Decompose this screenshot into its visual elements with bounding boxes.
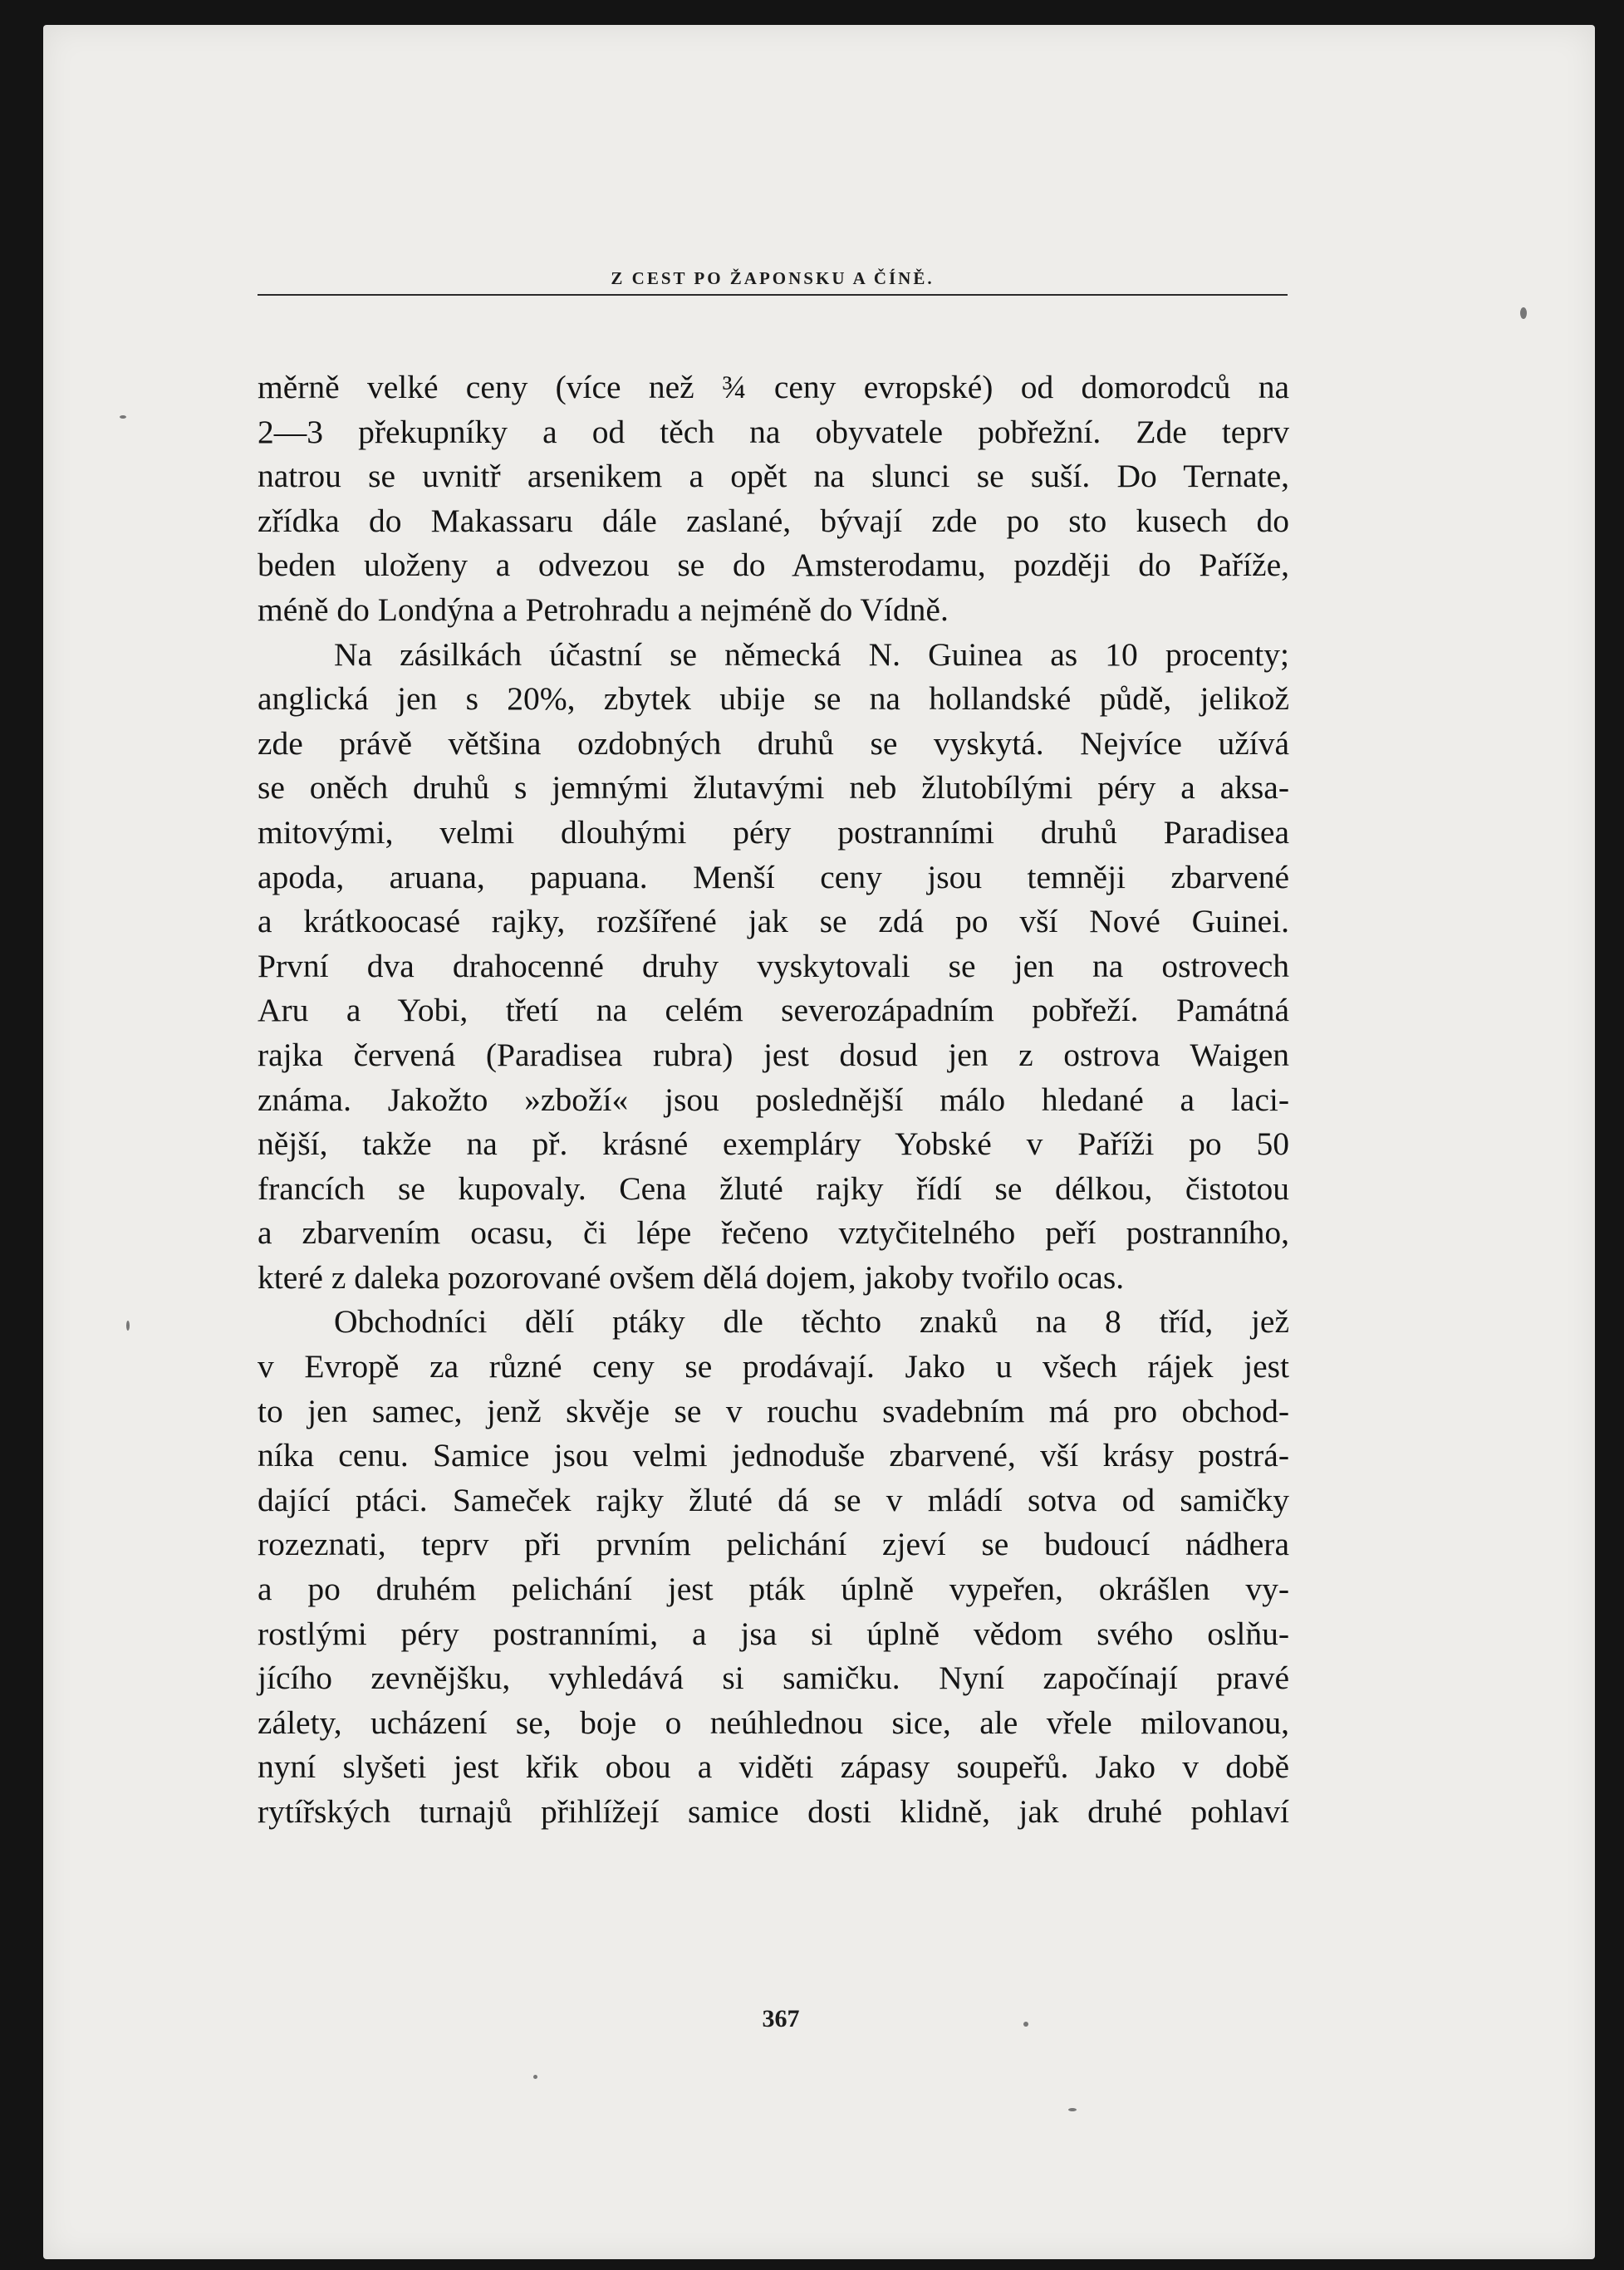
text-line: a krátkoocasé rajky, rozšířené jak se zdá po vší Nové Guinei. (258, 903, 1289, 940)
text-line: rozeznati, teprv při prvním pelichání zjeví se budoucí nádhera (258, 1526, 1289, 1563)
text-line: beden uloženy a odvezou se do Amsterodamu, později do Paříže, (258, 547, 1289, 584)
text-line: apoda, aruana, papuana. Menší ceny jsou temněji zbarvené (258, 858, 1289, 895)
text-line: rostlými péry postranními, a jsa si úplně vědom svého oslňu- (258, 1615, 1289, 1652)
paper-speck (1520, 307, 1527, 319)
text-line: zde právě většina ozdobných druhů se vyskytá. Nejvíce užívá (258, 724, 1289, 762)
text-line: Obchodníci dělí ptáky dle těchto znaků na 8 tříd, jež (334, 1303, 1289, 1341)
text-line: natrou se uvnitř arsenikem a opět na slunci se suší. Do Ternate, (258, 458, 1289, 495)
text-line: a zbarvením ocasu, či lépe řečeno vztyčitelného peří postranního, (258, 1214, 1289, 1252)
text-line: měrně velké ceny (více než ¾ ceny evropské) od domorodců na (258, 369, 1289, 405)
text-line: nyní slyšeti jest křik obou a viděti zápasy soupeřů. Jako v době (258, 1748, 1289, 1786)
text-line: První dva drahocenné druhy vyskytovali se jen na ostrovech (258, 947, 1289, 984)
text-line: Na zásilkách účastní se německá N. Guinea as 10 procenty; (334, 635, 1289, 673)
paper-speck (1068, 2108, 1077, 2111)
text-line: zřídka do Makassaru dále zaslané, bývají zde po sto kusech do (258, 502, 1289, 539)
text-line: známa. Jakožto »zboží« jsou poslednější málo hledané a laci- (258, 1081, 1289, 1118)
text-line: jícího zevnějšku, vyhledává si samičku. Nyní započínají pravé (258, 1660, 1289, 1697)
text-line: zálety, ucházení se, boje o neúhlednou sice, ale vřele milovanou, (258, 1704, 1289, 1741)
text-line: rajka červená (Paradisea rubra) jest dosud jen z ostrova Waigen (258, 1036, 1289, 1073)
paragraph-2 (258, 633, 1289, 1301)
paper-speck (126, 1321, 130, 1331)
text-line: které z daleka pozorované ovšem dělá dojem, jakoby tvořilo ocas. (258, 1258, 1125, 1296)
body-text (258, 365, 1289, 1835)
text-line: Aru a Yobi, třetí na celém severozápadním pobřeží. Památná (258, 992, 1289, 1029)
text-line: nější, takže na př. krásné exempláry Yobské v Paříži po 50 (258, 1125, 1289, 1163)
header-rule (258, 294, 1288, 296)
text-line: dající ptáci. Sameček rajky žluté dá se v mládí sotva od samičky (258, 1481, 1289, 1518)
paper-speck (120, 415, 126, 419)
text-line: 2—3 překupníky a od těch na obyvatele pobřežní. Zde teprv (258, 413, 1289, 450)
paper-speck (533, 2075, 537, 2079)
text-line: to jen samec, jenž skvěje se v rouchu svadebním má pro obchod- (258, 1392, 1289, 1429)
text-line: níka cenu. Samice jsou velmi jednoduše zbarvené, vší krásy postrá- (258, 1437, 1289, 1474)
text-line: a po druhém pelichání jest pták úplně vypeřen, okrášlen vy- (258, 1571, 1289, 1608)
text-line: rytířských turnajů přihlížejí samice dosti klidně, jak druhé pohlaví (258, 1793, 1289, 1830)
text-line: méně do Londýna a Petrohradu a nejméně do Vídně. (258, 591, 949, 628)
paragraph-3 (258, 1300, 1289, 1834)
text-line: mitovými, velmi dlouhými péry postranními druhů Paradisea (258, 813, 1289, 851)
text-line: se oněch druhů s jemnými žlutavými neb žlutobílými péry a aksa- (258, 769, 1289, 807)
text-line: francích se kupovaly. Cena žluté rajky řídí se délkou, čistotou (258, 1169, 1289, 1207)
page-number: 367 (762, 2005, 800, 2032)
text-line: anglická jen s 20%, zbytek ubije se na hollandské půdě, jelikož (258, 680, 1289, 718)
running-head: Z CEST PO ŽAPONSKU A ČÍNĚ. (611, 268, 935, 288)
paragraph-1 (258, 365, 1289, 633)
paper-speck (1023, 2022, 1028, 2027)
text-line: v Evropě za různé ceny se prodávají. Jako u všech rájek jest (258, 1348, 1289, 1385)
